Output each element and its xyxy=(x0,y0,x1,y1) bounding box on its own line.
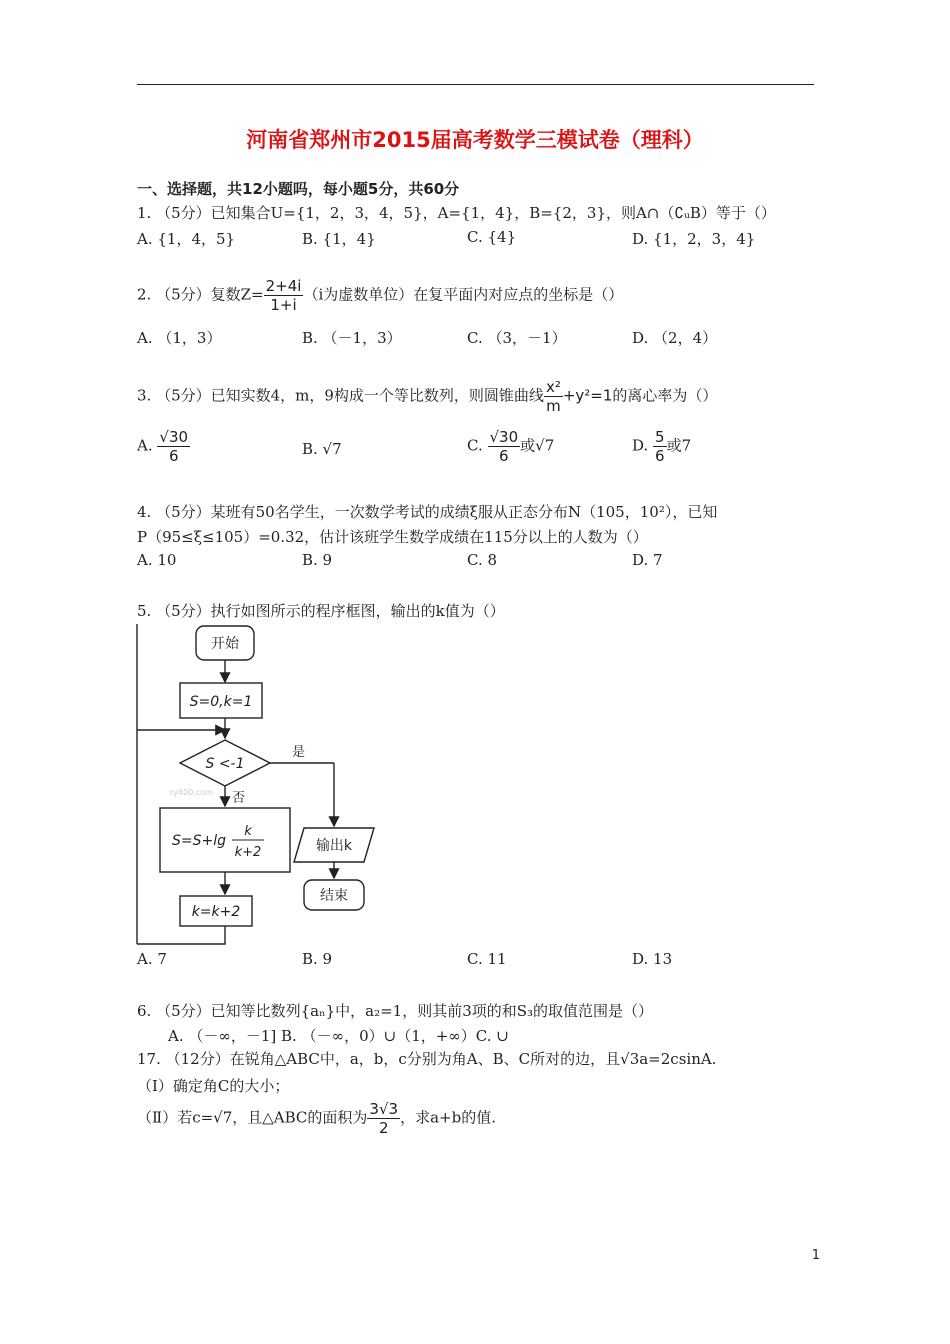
q1-stem: 1. （5分）已知集合U={1，2，3，4，5}，A={1，4}，B={2，3}，则A∩（∁ᵤB）等于（） xyxy=(137,204,776,222)
q3-option-c-tail: 或√7 xyxy=(520,436,555,455)
q3-option-c-numerator: √30 xyxy=(489,428,519,446)
q3-stem-pre: 3. （5分）已知实数4，m，9构成一个等比数列，则圆锥曲线 xyxy=(137,386,544,405)
header-rule xyxy=(137,84,814,85)
q17-fraction xyxy=(367,1100,400,1137)
q2-option-c: C. （3，－1） xyxy=(467,329,567,347)
q1-option-c: C. {4} xyxy=(467,228,517,246)
q5-option-a: A. 7 xyxy=(137,950,167,968)
q5-option-c: C. 11 xyxy=(467,950,507,968)
q4-stem-line2: P（95≤ξ≤105）=0.32，估计该班学生数学成绩在115分以上的人数为（） xyxy=(137,528,648,546)
q4-option-c: C. 8 xyxy=(467,551,498,569)
q3-stem xyxy=(137,378,717,415)
q4-option-d: D. 7 xyxy=(632,551,663,569)
q5-option-b: B. 9 xyxy=(302,950,333,968)
q17-part2 xyxy=(137,1100,496,1137)
q3-option-d-numerator: 5 xyxy=(655,428,665,446)
flowchart xyxy=(130,618,390,948)
q3-option-c-denominator: 6 xyxy=(499,447,509,465)
q17-part2-pre: （Ⅱ）若c=√7，且△ABC的面积为 xyxy=(137,1108,368,1127)
q17-denominator: 2 xyxy=(378,1119,389,1137)
section-heading: 一、选择题，共12小题吗，每小题5分，共60分 xyxy=(137,180,460,198)
q3-option-d-tail: 或7 xyxy=(666,436,692,455)
q2-option-a: A. （1，3） xyxy=(137,329,222,347)
q3-stem-post: 的离心率为（） xyxy=(612,386,718,405)
q1-option-a: A. {1，4，5} xyxy=(137,230,236,248)
q3-option-d xyxy=(632,428,691,465)
q3-equation-tail: +y²=1 xyxy=(562,386,613,405)
flow-increment-label: k=k+2 xyxy=(191,904,241,920)
q2-option-d: D. （2，4） xyxy=(632,329,718,347)
q1-option-b: B. {1，4} xyxy=(302,230,376,248)
page-number: 1 xyxy=(811,1248,820,1263)
flow-yes-label: 是 xyxy=(292,745,306,760)
q17-numerator: 3√3 xyxy=(369,1100,399,1118)
q2-stem xyxy=(137,277,623,314)
q3-option-d-denominator: 6 xyxy=(655,447,665,465)
q2-option-b: B. （－1，3） xyxy=(302,329,402,347)
q6-stem: 6. （5分）已知等比数列{aₙ}中，a₂=1，则其前3项的和S₃的取值范围是（） xyxy=(137,1002,654,1020)
q3-option-c-fraction xyxy=(488,428,521,465)
q5-option-d: D. 13 xyxy=(632,950,673,968)
flow-start-label: 开始 xyxy=(211,636,239,652)
flow-watermark: ry400.com xyxy=(170,788,213,797)
flow-no-label: 否 xyxy=(232,791,246,806)
q3-option-c-label: C. xyxy=(467,436,483,455)
flow-end-label: 结束 xyxy=(320,888,348,904)
flow-condition-label: S <-1 xyxy=(205,756,245,772)
q3-denominator: m xyxy=(546,397,561,415)
flow-output-label: 输出k xyxy=(315,838,353,854)
q4-option-a: A. 10 xyxy=(137,551,177,569)
q3-option-d-label: D. xyxy=(632,436,649,455)
q4-option-b: B. 9 xyxy=(302,551,333,569)
q3-fraction xyxy=(544,378,563,415)
q3-numerator: x² xyxy=(545,378,561,396)
q3-option-b: B. √7 xyxy=(302,440,342,458)
q3-option-a-fraction xyxy=(157,428,190,465)
q3-option-a xyxy=(137,428,190,465)
flow-update-label: S=S+lg xyxy=(172,833,227,849)
q4-stem-line1: 4. （5分）某班有50名学生，一次数学考试的成绩ξ服从正态分布N（105，10²），已知 xyxy=(137,503,718,521)
q2-fraction xyxy=(264,277,304,314)
q2-stem-post: （i为虚数单位）在复平面内对应点的坐标是（） xyxy=(303,285,624,304)
flow-init-label: S=0,k=1 xyxy=(189,694,253,710)
q17-stem: 17. （12分）在锐角△ABC中，a，b，c分别为角A、B、C所对的边，且√3a=2csinA. xyxy=(137,1050,717,1068)
q3-option-a-numerator: √30 xyxy=(159,428,189,446)
q6-options: A. （－∞，－1] B. （－∞，0）∪（1，+∞）C. ∪ xyxy=(168,1027,509,1045)
q2-numerator: 2+4i xyxy=(265,277,302,295)
q3-option-d-fraction xyxy=(653,428,667,465)
page-title: 河南省郑州市2015届高考数学三模试卷（理科） xyxy=(246,128,704,152)
q1-option-d: D. {1，2，3，4} xyxy=(632,230,756,248)
q2-denominator: 1+i xyxy=(270,296,297,314)
q3-option-a-label: A. xyxy=(137,436,153,455)
flow-update-denominator: k+2 xyxy=(234,845,262,860)
q2-stem-pre: 2. （5分）复数Z= xyxy=(137,285,264,304)
q17-part2-post: ，求a+b的值. xyxy=(400,1108,496,1127)
q3-option-a-denominator: 6 xyxy=(168,447,179,465)
flow-update-numerator: k xyxy=(244,824,252,839)
q17-part1: （Ⅰ）确定角C的大小； xyxy=(137,1077,290,1095)
q5-stem: 5. （5分）执行如图所示的程序框图，输出的k值为（） xyxy=(137,602,505,620)
q3-option-c xyxy=(467,428,554,465)
